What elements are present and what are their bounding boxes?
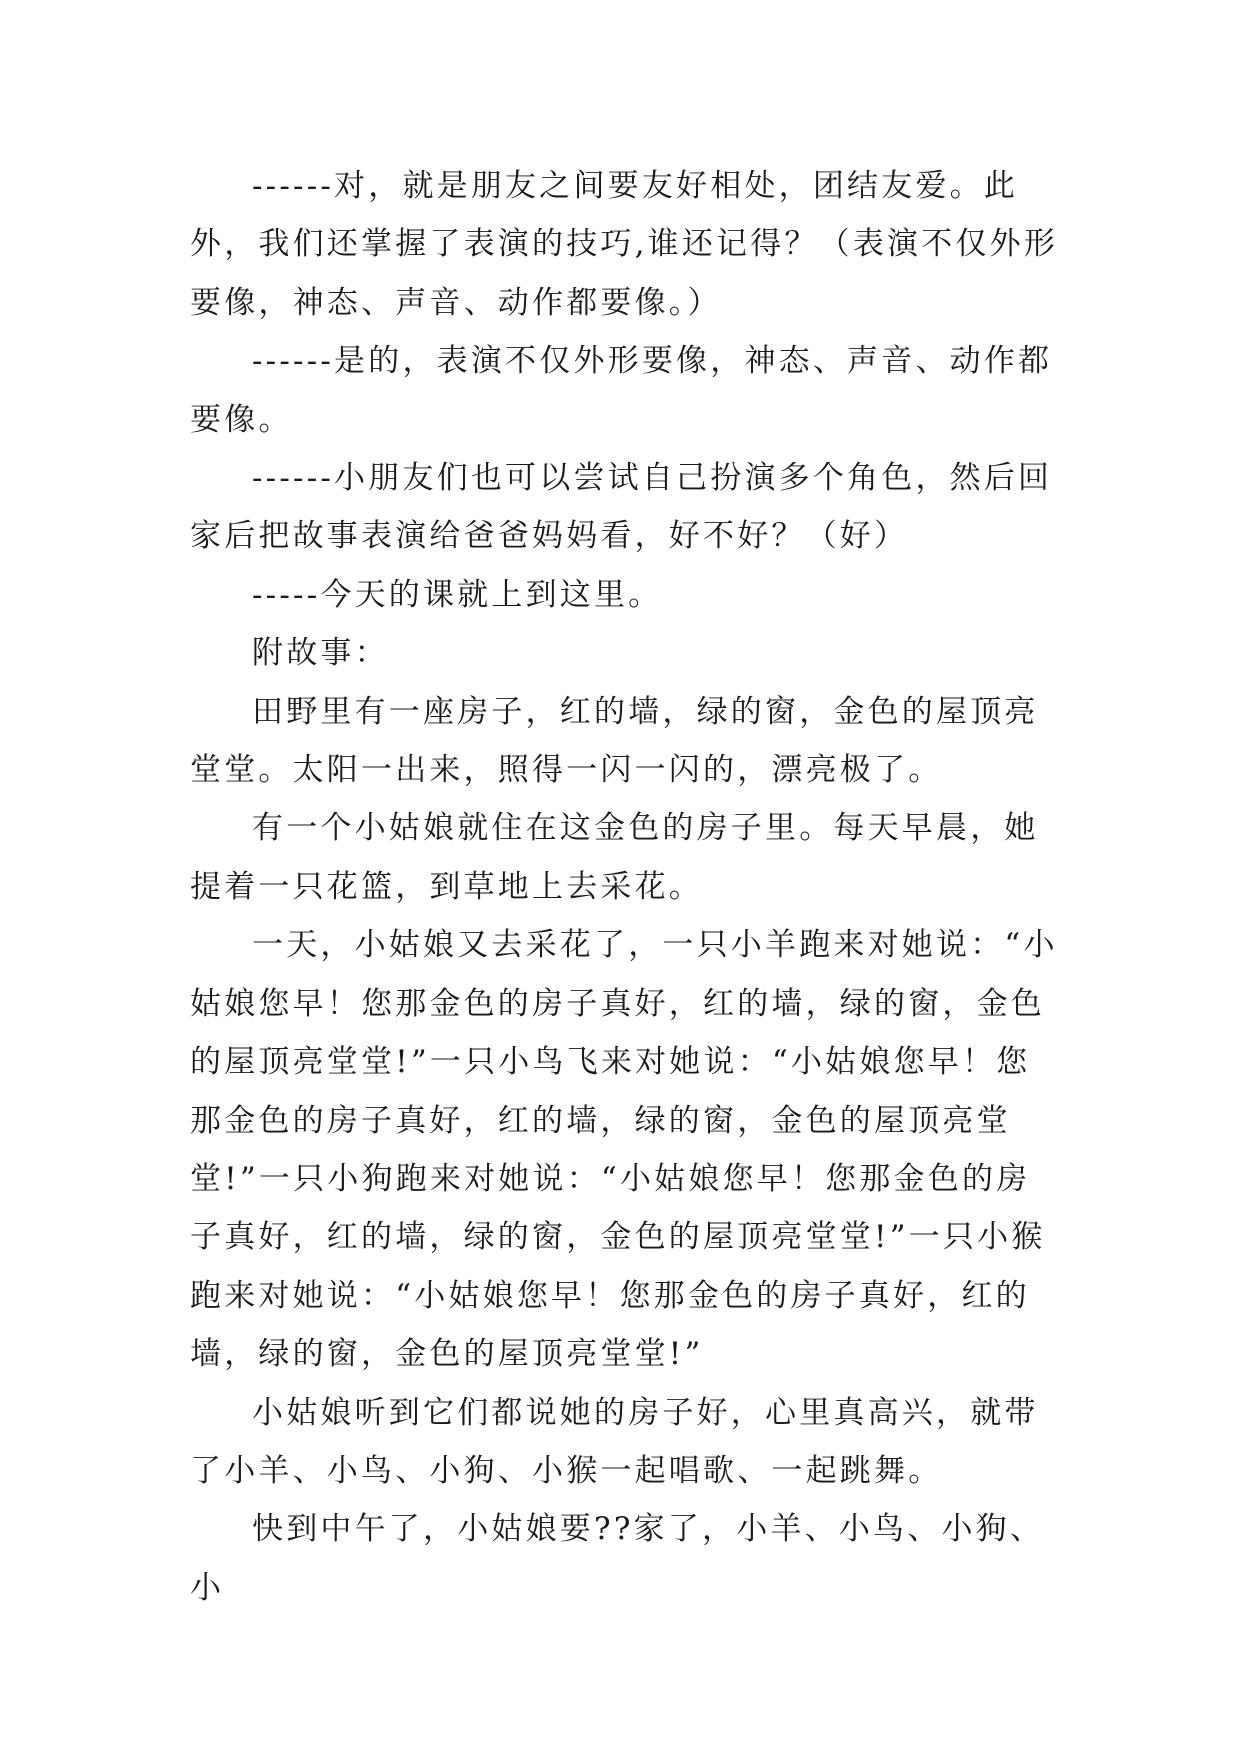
paragraph-5: 附故事：: [252, 635, 389, 672]
paragraph-4: -----今天的课就上到这里。: [252, 576, 663, 613]
paragraph-6: 田野里有一座房子，红的墙，绿的窗，金色的屋顶亮堂堂。太阳一出来，照得一闪一闪的，漂亮极了。: [190, 693, 1039, 789]
paragraph-9: 小姑娘听到它们都说她的房子好，心里真高兴，就带了小羊、小鸟、小狗、小猴一起唱歌、一起跳舞。: [190, 1394, 1039, 1489]
paragraph-3: ------小朋友们也可以尝试自己扮演多个角色，然后回家后把故事表演给爸爸妈妈看，好不好？（好）: [190, 460, 1053, 555]
paragraph-1: ------对，就是朋友之间要友好相处，团结友爱。此外，我们还掌握了表演的技巧,谁还记得？（表演不仅外形要像，神态、声音、动作都要像。）: [190, 168, 1059, 321]
paragraph-10: 快到中午了，小姑娘要??家了，小羊、小鸟、小狗、小: [190, 1511, 1045, 1606]
paragraph-8: 一天，小姑娘又去采花了，一只小羊跑来对她说：“小姑娘您早！您那金色的房子真好，红的墙，绿的窗，金色的屋顶亮堂堂!”一只小鸟飞来对她说：“小姑娘您早！您那金色的房子真好，红的墙，绿的窗，金色的屋顶亮堂堂!”一只小狗跑来对她说：“小姑娘您早！您那金色的房子真好，红的墙，绿的窗，金色的屋顶亮堂堂!”一只小猴跑来对她说：“小姑娘您早！您那金色的房子真好，红的墙，绿的窗，金色的屋顶亮堂堂!”: [190, 927, 1058, 1373]
document-body: [190, 157, 1061, 1617]
paragraph-2: ------是的，表演不仅外形要像，神态、声音、动作都要像。: [190, 343, 1053, 438]
paragraph-7: 有一个小姑娘就住在这金色的房子里。每天早晨，她提着一只花篮，到草地上去采花。: [190, 810, 1039, 905]
